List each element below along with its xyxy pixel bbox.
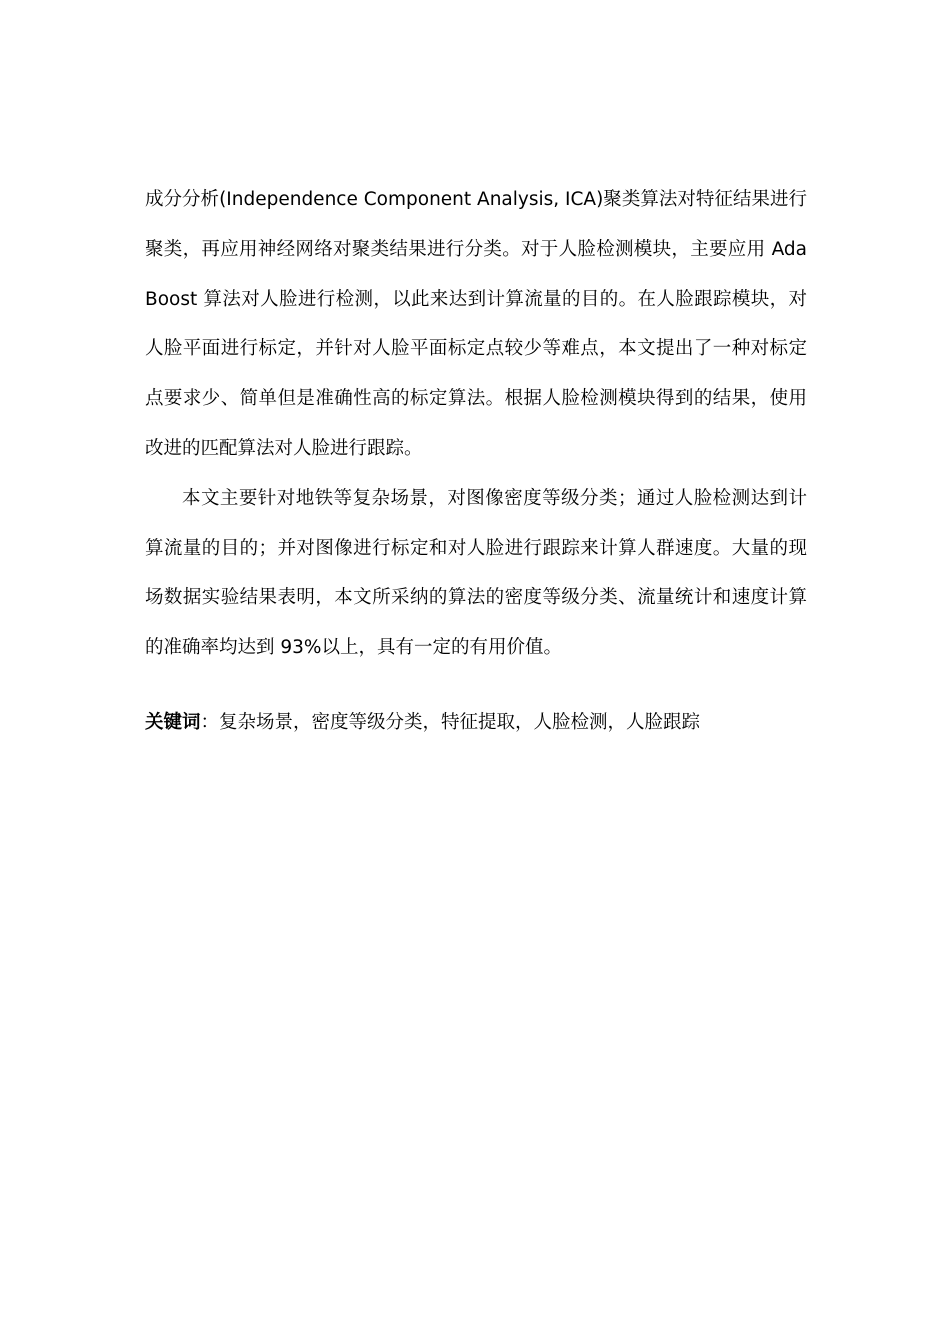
keywords-label: 关键词 xyxy=(145,712,201,733)
abstract-paragraph-summary: 本文主要针对地铁等复杂场景，对图像密度等级分类；通过人脸检测达到计算流量的目的；并对图像进行标定和对人脸进行跟踪来计算人群速度。大量的现场数据实验结果表明，本文所采纳的算法的密度等级分类、流量统计和速度计算的准确率均达到 93%以上，具有一定的有用价值。 xyxy=(145,487,807,659)
abstract-body xyxy=(145,175,807,673)
keywords-value: 复杂场景，密度等级分类，特征提取，人脸检测，人脸跟踪 xyxy=(219,712,701,733)
keywords-line xyxy=(145,698,807,748)
keywords-separator: ： xyxy=(200,712,220,733)
abstract-paragraph-continued: 成分分析(Independence Component Analysis, ICA)聚类算法对特征结果进行聚类，再应用神经网络对聚类结果进行分类。对于人脸检测模块，主要应用 AdaBoost 算法对人脸进行检测，以此来达到计算流量的目的。在人脸跟踪模块，对人脸平面进行标定，并针对人脸平面标定点较少等难点，本文提出了一种对标定点要求少、简单但是准确性高的标定算法。根据人脸检测模块得到的结果，使用改进的匹配算法对人脸进行跟踪。 xyxy=(145,189,807,459)
